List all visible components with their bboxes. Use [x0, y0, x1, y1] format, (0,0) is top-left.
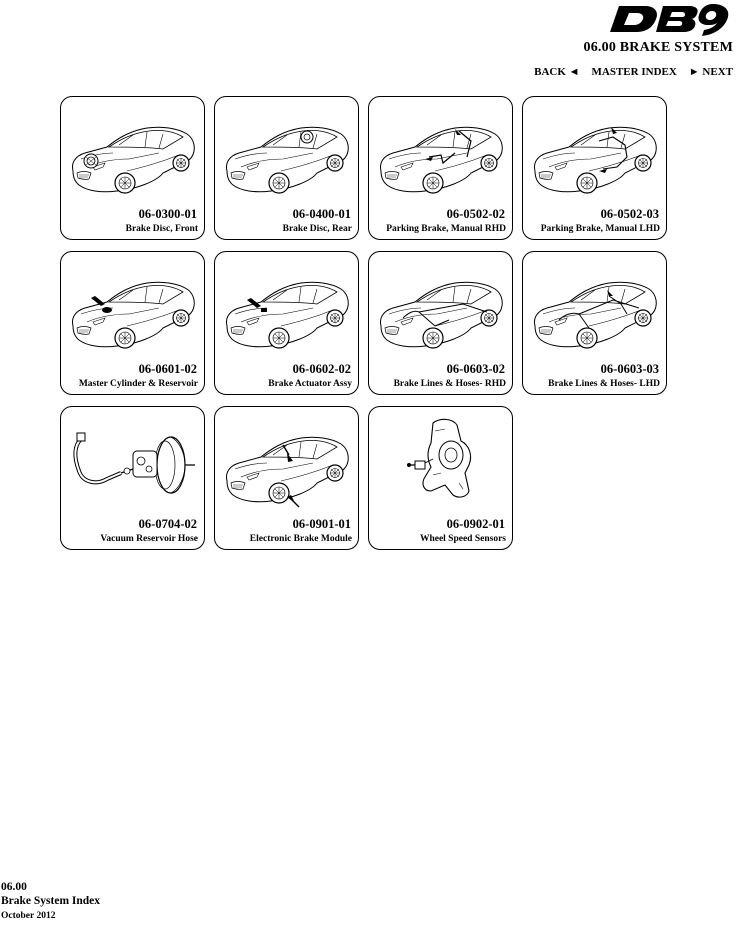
car-rear-disc-image	[221, 101, 353, 201]
car-parking-rhd-image	[375, 101, 507, 201]
page-navigation	[534, 66, 733, 78]
car-brake-module-image	[221, 411, 353, 511]
index-tile[interactable]	[60, 406, 205, 550]
index-tile[interactable]	[368, 406, 513, 550]
footer-title: Brake System Index	[1, 895, 101, 907]
tile-code: 06-0902-01	[446, 517, 505, 531]
tile-code: 06-0400-01	[292, 207, 351, 221]
component-index-grid	[60, 96, 668, 556]
car-actuator-image	[221, 256, 353, 356]
index-tile[interactable]	[60, 251, 205, 395]
tile-code: 06-0602-02	[292, 362, 351, 376]
tile-code: 06-0901-01	[292, 517, 351, 531]
car-master-cylinder-image	[67, 256, 199, 356]
tile-label: Brake Actuator Assy	[268, 379, 352, 389]
index-tile[interactable]	[522, 251, 667, 395]
section-title: 06.00 BRAKE SYSTEM	[583, 40, 733, 55]
car-lines-rhd-image	[375, 256, 507, 356]
index-tile[interactable]	[522, 96, 667, 240]
tile-label: Parking Brake, Manual RHD	[386, 224, 506, 234]
index-tile[interactable]	[214, 251, 359, 395]
page-footer	[1, 880, 100, 923]
tile-label: Brake Lines & Hoses- LHD	[548, 379, 660, 389]
footer-date: October 2012	[1, 911, 56, 921]
tile-code: 06-0601-02	[138, 362, 197, 376]
tile-code: 06-0300-01	[138, 207, 197, 221]
tile-code: 06-0603-03	[600, 362, 659, 376]
next-link[interactable]: ► NEXT	[688, 66, 733, 78]
index-tile[interactable]	[214, 96, 359, 240]
tile-label: Master Cylinder & Reservoir	[78, 379, 198, 389]
car-front-disc-image	[67, 101, 199, 201]
footer-section-number: 06.00	[1, 881, 27, 893]
tile-code: 06-0502-03	[600, 207, 659, 221]
tile-label: Parking Brake, Manual LHD	[540, 224, 660, 234]
tile-label: Brake Lines & Hoses- RHD	[393, 379, 506, 389]
tile-label: Electronic Brake Module	[249, 534, 352, 544]
master-index-link[interactable]: MASTER INDEX	[591, 66, 677, 78]
tile-code: 06-0704-02	[138, 517, 197, 531]
tile-code: 06-0502-02	[446, 207, 505, 221]
wheel-speed-sensor-image	[375, 411, 507, 511]
index-tile[interactable]	[368, 96, 513, 240]
tile-label: Brake Disc, Rear	[282, 224, 352, 234]
index-tile[interactable]	[60, 96, 205, 240]
db9-logo	[603, 2, 733, 36]
tile-label: Wheel Speed Sensors	[419, 534, 506, 544]
vacuum-hose-image	[67, 411, 199, 511]
tile-label: Vacuum Reservoir Hose	[100, 534, 198, 544]
car-lines-lhd-image	[529, 256, 661, 356]
tile-label: Brake Disc, Front	[125, 224, 198, 234]
tile-code: 06-0603-02	[446, 362, 505, 376]
car-parking-lhd-image	[529, 101, 661, 201]
index-tile[interactable]	[214, 406, 359, 550]
index-tile[interactable]	[368, 251, 513, 395]
back-link[interactable]: BACK ◄	[534, 66, 580, 78]
